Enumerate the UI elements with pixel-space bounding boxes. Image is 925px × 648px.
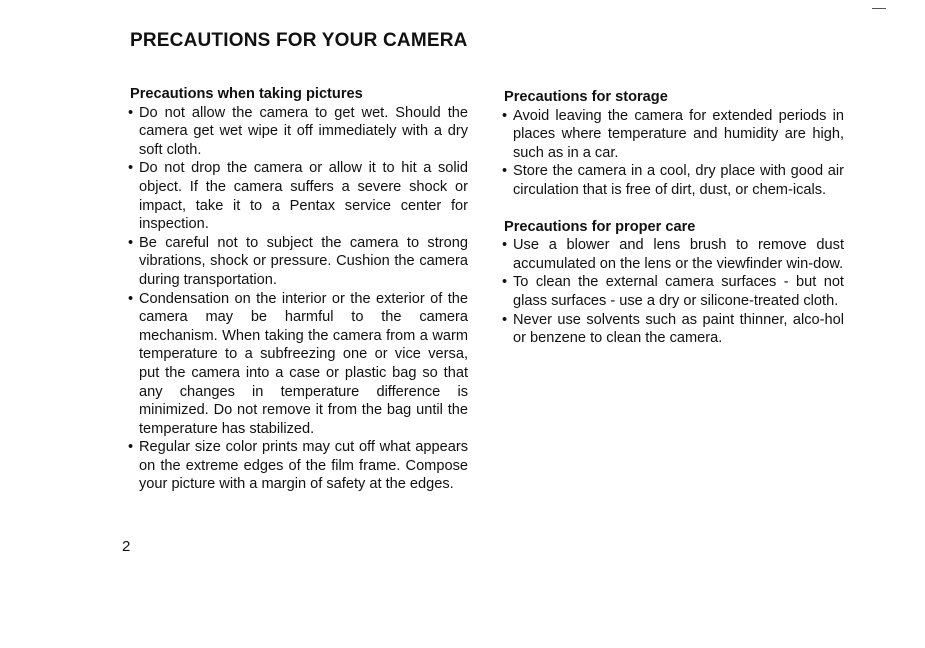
corner-scan-mark <box>872 8 886 9</box>
left-column <box>128 85 468 494</box>
section-heading: Precautions for storage <box>504 89 668 105</box>
section-heading: Precautions for proper care <box>504 218 696 235</box>
list-item: • Never use solvents such as paint thinner, alco-hol or benzene to clean the camera. <box>502 311 844 348</box>
list-item: • To clean the external camera surfaces - but not glass surfaces - use a dry or silicone-treated cloth. <box>502 273 844 310</box>
section-heading: Precautions when taking pictures <box>130 86 363 102</box>
list-item: • Use a blower and lens brush to remove dust accumulated on the lens or the viewfinder win-dow. <box>502 236 844 273</box>
list-item: • Regular size color prints may cut off what appears on the extreme edges of the film frame. Compose your picture with a margin of safety at the edges. <box>128 438 468 494</box>
section-proper-care <box>502 218 844 348</box>
list-item: • Be careful not to subject the camera to strong vibrations, shock or pressure. Cushion the camera during transportation. <box>128 234 468 290</box>
right-column <box>502 88 844 348</box>
list-item: • Condensation on the interior or the exterior of the camera may be harmful to the camera mechanism. When taking the camera from a warm temperature to a subfreezing one or vice versa, put the camera into a case or plastic bag so that any changes in temperature difference is minimized. Do not remove it from the bag until the temperature has stabilized. <box>128 290 468 439</box>
section-storage <box>502 88 844 200</box>
page-title: PRECAUTIONS FOR YOUR CAMERA <box>130 30 468 51</box>
list-item: • Do not drop the camera or allow it to hit a solid object. If the camera suffers a severe shock or impact, take it to a Pentax service center for inspection. <box>128 159 468 233</box>
list-item: • Do not allow the camera to get wet. Should the camera get wet wipe it off immediately with a dry soft cloth. <box>128 104 468 160</box>
bullet-list <box>502 236 844 348</box>
list-item: • Avoid leaving the camera for extended periods in places where temperature and humidity are high, such as in a car. <box>502 107 844 163</box>
bullet-list <box>502 107 844 200</box>
list-item: • Store the camera in a cool, dry place with good air circulation that is free of dirt, dust, or chem-icals. <box>502 162 844 199</box>
page-number: 2 <box>122 538 131 555</box>
section-taking-pictures <box>128 85 468 494</box>
bullet-list <box>128 104 468 494</box>
